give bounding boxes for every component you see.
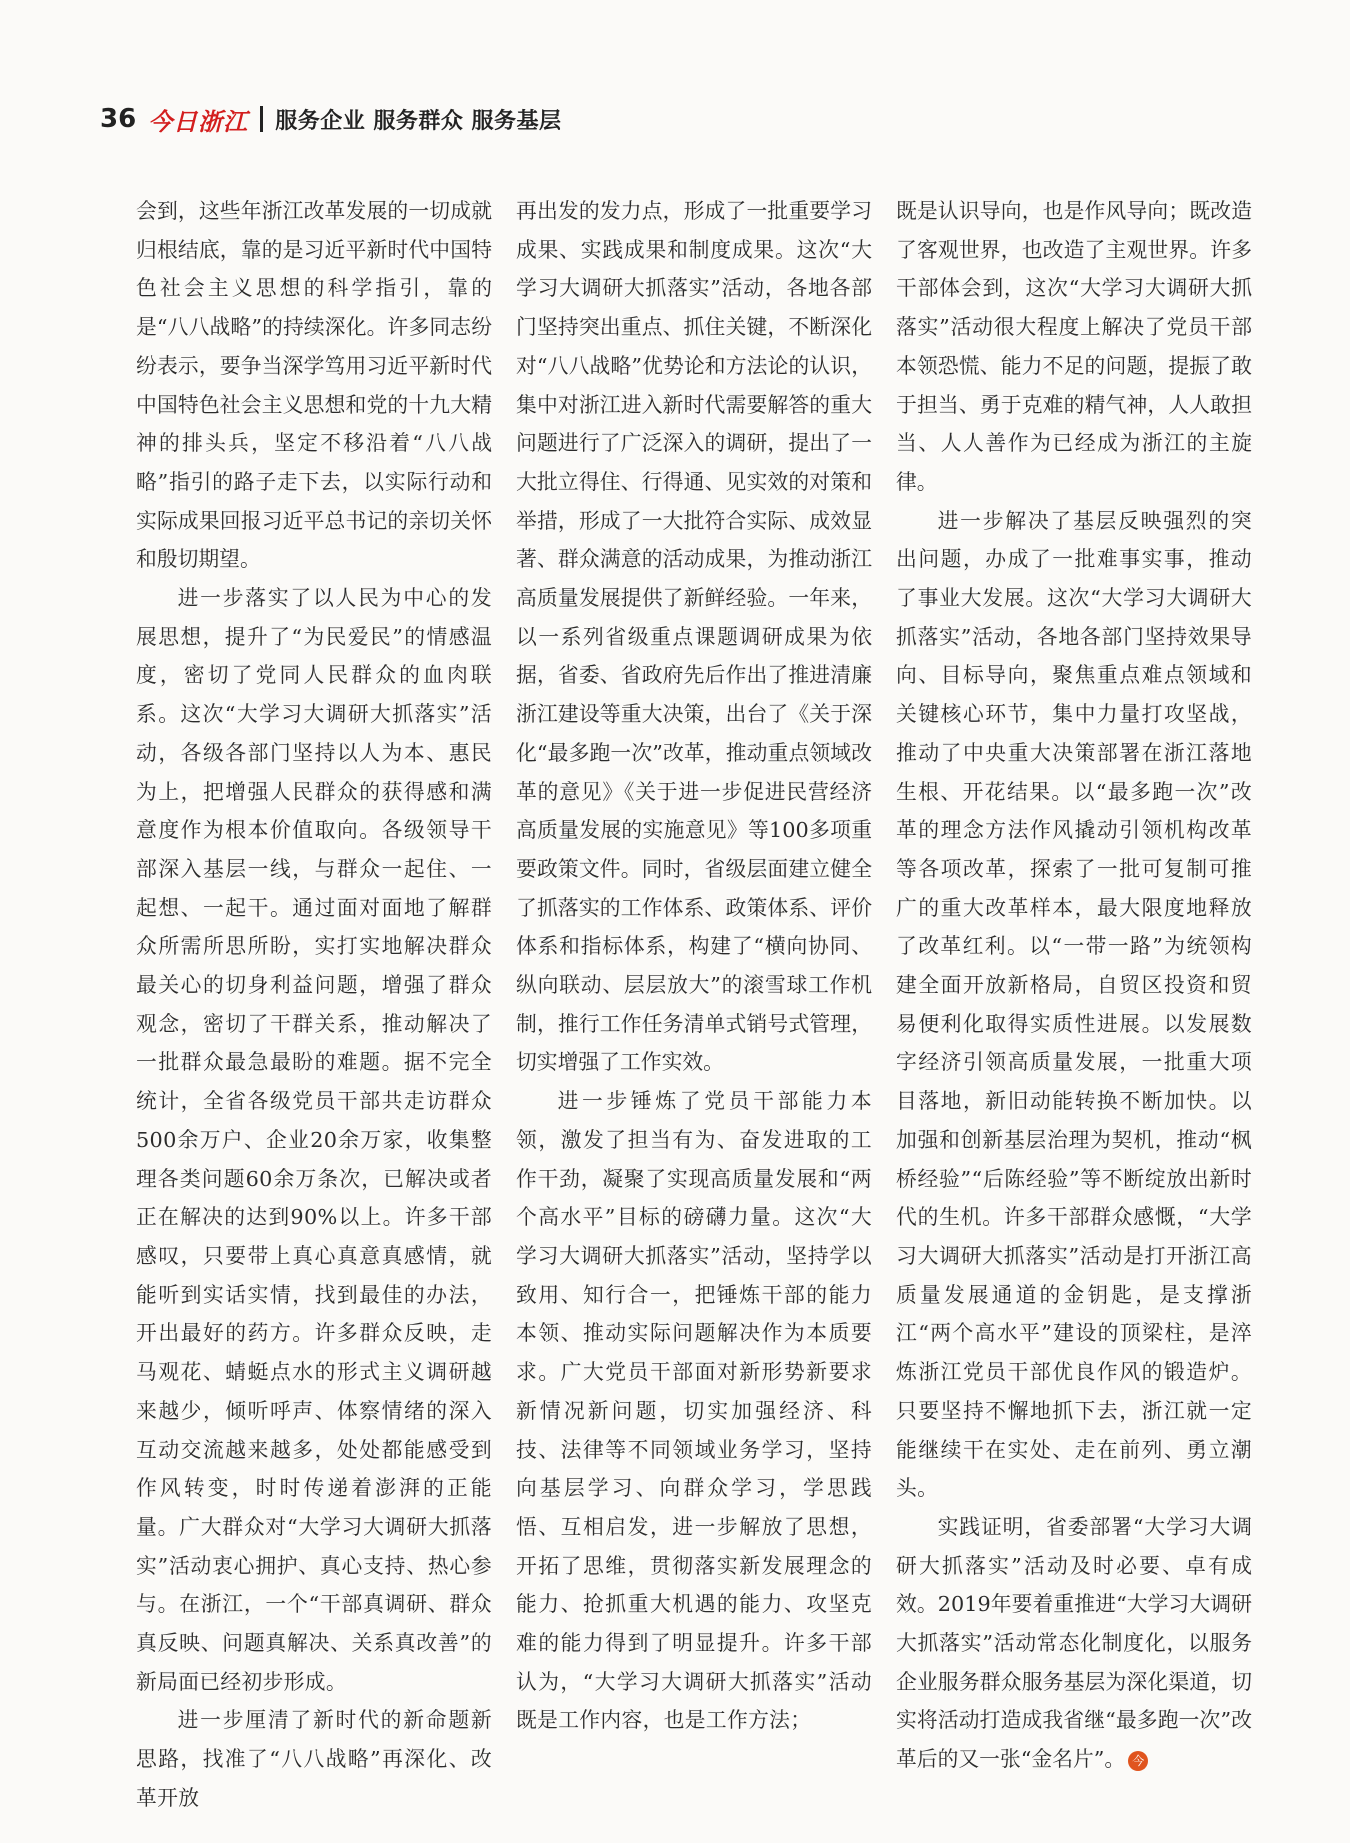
paragraph: 进一步落实了以人民为中心的发展思想，提升了“为民爱民”的情感温度，密切了党同人民群众的血肉联系。这次“大学习大调研大抓落实”活动，各级各部门坚持以人为本、惠民为上，把增强人民群众的获得感和满意度作为根本价值取向。各级领导干部深入基层一线，与群众一起住、一起想、一起干。通过面对面地了解群众所需所思所盼，实打实地解决群众最关心的切身利益问题，增强了群众观念，密切了干群关系，推动解决了一批群众最急最盼的难题。据不完全统计，全省各级党员干部共走访群众500余万户、企业20余万家，收集整理各类问题60余万条次，已解决或者正在解决的达到90%以上。许多干部感叹，只要带上真心真意真感情，就能听到实话实情，找到最佳的办法，开出最好的药方。许多群众反映，走马观花、蜻蜓点水的形式主义调研越来越少，倾听呼声、体察情绪的深入互动交流越来越多，处处都能感受到作风转变，时时传递着澎湃的正能量。广大群众对“大学习大调研大抓落实”活动衷心拥护、真心支持、热心参与。在浙江，一个“干部真调研、群众真反映、问题真解决、关系真改善”的新局面已经初步形成。	[136, 586, 492, 1694]
paragraph: 进一步厘清了新时代的新命题新思路，找准了“八八战略”再深化、改革开放	[136, 1708, 492, 1810]
column-2	[516, 192, 872, 1733]
paragraph-final	[896, 1508, 1252, 1779]
header-slogan: 服务企业 服务群众 服务基层	[275, 108, 562, 134]
column-3	[896, 192, 1252, 1772]
paragraph: 既是认识导向，也是作风导向；既改造了客观世界，也改造了主观世界。许多干部体会到，这次“大学习大调研大抓落实”活动很大程度上解决了党员干部本领恐慌、能力不足的问题，提振了敢于担当、勇于克难的精气神，人人敢担当、人人善作为已经成为浙江的主旋律。	[896, 199, 1252, 494]
page-number: 36	[100, 104, 137, 134]
paragraph: 会到，这些年浙江改革发展的一切成就归根结底，靠的是习近平新时代中国特色社会主义思想的科学指引，靠的是“八八战略”的持续深化。许多同志纷纷表示，要争当深学笃用习近平新时代中国特色社会主义思想和党的十九大精神的排头兵，坚定不移沿着“八八战略”指引的路子走下去，以实际行动和实际成果回报习近平总书记的亲切关怀和殷切期望。	[136, 199, 492, 572]
end-mark-icon: 今	[1128, 1751, 1148, 1771]
magazine-logo: 今日浙江	[148, 106, 249, 136]
page-header	[100, 96, 562, 142]
article-body	[136, 192, 1252, 1810]
paragraph: 进一步解决了基层反映强烈的突出问题，办成了一批难事实事，推动了事业大发展。这次“大学习大调研大抓落实”活动，各地各部门坚持效果导向、目标导向，聚焦重点难点领域和关键核心环节，集中力量打攻坚战，推动了中央重大决策部署在浙江落地生根、开花结果。以“最多跑一次”改革的理念方法作风撬动引领机构改革等各项改革，探索了一批可复制可推广的重大改革样本，最大限度地释放了改革红利。以“一带一路”为统领构建全面开放新格局，自贸区投资和贸易便利化取得实质性进展。以发展数字经济引领高质量发展，一批重大项目落地，新旧动能转换不断加快。以加强和创新基层治理为契机，推动“枫桥经验”“后陈经验”等不断绽放出新时代的生机。许多干部群众感慨，“大学习大调研大抓落实”活动是打开浙江高质量发展通道的金钥匙，是支撑浙江“两个高水平”建设的顶梁柱，是淬炼浙江党员干部优良作风的锻造炉。只要坚持不懈地抓下去，浙江就一定能继续干在实处、走在前列、勇立潮头。	[896, 508, 1252, 1501]
paragraph: 再出发的发力点，形成了一批重要学习成果、实践成果和制度成果。这次“大学习大调研大抓落实”活动，各地各部门坚持突出重点、抓住关键，不断深化对“八八战略”优势论和方法论的认识，集中对浙江进入新时代需要解答的重大问题进行了广泛深入的调研，提出了一大批立得住、行得通、见实效的对策和举措，形成了一大批符合实际、成效显著、群众满意的活动成果，为推动浙江高质量发展提供了新鲜经验。一年来，以一系列省级重点课题调研成果为依据，省委、省政府先后作出了推进清廉浙江建设等重大决策，出台了《关于深化“最多跑一次”改革，推动重点领域改革的意见》《关于进一步促进民营经济高质量发展的实施意见》等100多项重要政策文件。同时，省级层面建立健全了抓落实的工作体系、政策体系、评价体系和指标体系，构建了“横向协同、纵向联动、层层放大”的滚雪球工作机制，推行工作任务清单式销号式管理，切实增强了工作实效。	[516, 199, 872, 1075]
column-1	[136, 192, 492, 1810]
header-divider	[260, 106, 263, 132]
paragraph: 进一步锤炼了党员干部能力本领，激发了担当有为、奋发进取的工作干劲，凝聚了实现高质量发展和“两个高水平”目标的磅礴力量。这次“大学习大调研大抓落实”活动，坚持学以致用、知行合一，把锤炼干部的能力本领、推动实际问题解决作为本质要求。广大党员干部面对新形势新要求新情况新问题，切实加强经济、科技、法律等不同领域业务学习，坚持向基层学习、向群众学习，学思践悟、互相启发，进一步解放了思想，开拓了思维，贯彻落实新发展理念的能力、抢抓重大机遇的能力、攻坚克难的能力得到了明显提升。许多干部认为，“大学习大调研大抓落实”活动既是工作内容，也是工作方法；	[516, 1089, 872, 1733]
paragraph-text: 实践证明，省委部署“大学习大调研大抓落实”活动及时必要、卓有成效。2019年要着重推进“大学习大调研大抓落实”活动常态化制度化，以服务企业服务群众服务基层为深化渠道，切实将活动打造成我省继“最多跑一次”改革后的又一张“金名片”。	[896, 1514, 1252, 1772]
